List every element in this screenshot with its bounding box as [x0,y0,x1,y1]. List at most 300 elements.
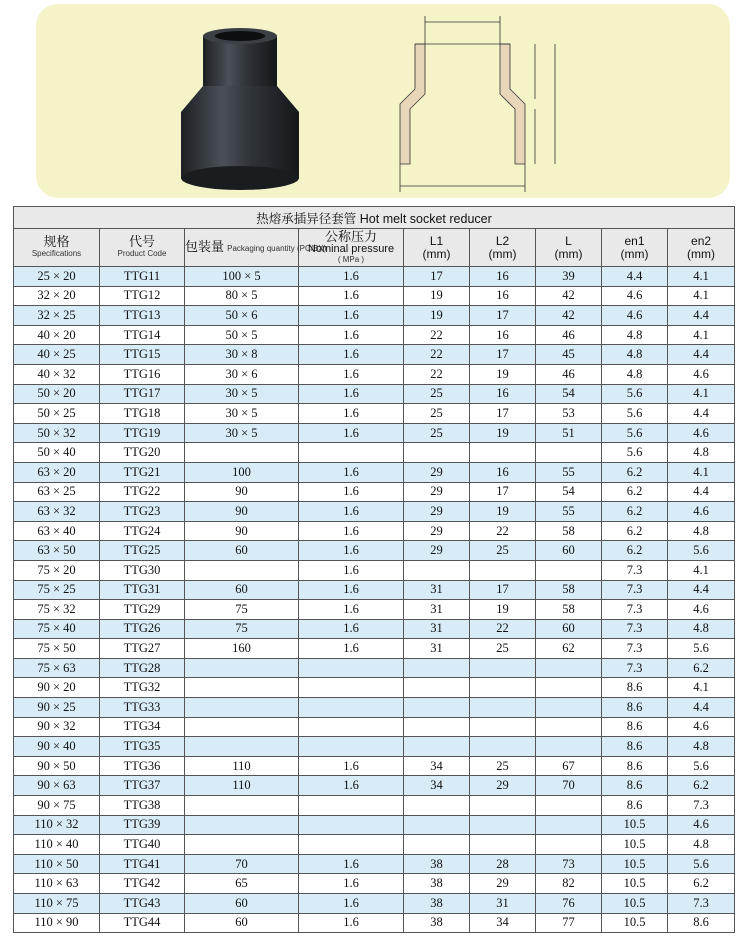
cell-l: 51 [536,423,602,443]
cell-en2: 4.6 [668,364,735,384]
cell-pressure: 1.6 [299,756,404,776]
cell-en1: 7.3 [602,658,668,678]
cell-l2: 17 [470,482,536,502]
cell-en2: 4.8 [668,835,735,855]
cell-l: 55 [536,502,602,522]
cell-l1: 31 [404,600,470,620]
cell-spec: 90 × 50 [14,756,100,776]
cell-l1: 17 [404,267,470,287]
cell-pressure [299,698,404,718]
cell-l2: 16 [470,286,536,306]
cell-l2: 25 [470,639,536,659]
cell-en1: 8.6 [602,678,668,698]
cell-spec: 90 × 40 [14,737,100,757]
cell-pressure: 1.6 [299,306,404,326]
cell-en1: 7.3 [602,560,668,580]
cell-l: 70 [536,776,602,796]
cell-en2: 4.1 [668,384,735,404]
cell-l2 [470,717,536,737]
cell-l1: 29 [404,502,470,522]
header-code-en: Product Code [117,249,167,259]
cell-en1: 8.6 [602,776,668,796]
cell-pack: 60 [185,913,299,933]
cell-l1: 29 [404,521,470,541]
cell-l2 [470,560,536,580]
cell-en2: 5.6 [668,639,735,659]
cell-l1: 22 [404,364,470,384]
cell-code: TTG40 [100,835,185,855]
cell-pressure: 1.6 [299,325,404,345]
table-row [14,560,735,580]
cell-l1 [404,835,470,855]
cell-l: 42 [536,306,602,326]
cell-l2: 28 [470,854,536,874]
reducer-section-drawing [385,14,565,199]
cell-pack: 50 × 5 [185,325,299,345]
cell-en2: 4.1 [668,267,735,287]
cell-l1 [404,698,470,718]
cell-l2: 16 [470,462,536,482]
cell-spec: 90 × 63 [14,776,100,796]
cell-l [536,835,602,855]
cell-l1: 22 [404,325,470,345]
cell-pressure: 1.6 [299,384,404,404]
cell-en1: 6.2 [602,462,668,482]
cell-pack: 50 × 6 [185,306,299,326]
cell-l2: 22 [470,619,536,639]
cell-pack: 30 × 8 [185,345,299,365]
cell-l1: 25 [404,404,470,424]
product-banner [36,4,730,198]
table-row [14,423,735,443]
table-row [14,541,735,561]
header-pressure-en: Nominal pressure [307,243,395,256]
cell-l1: 19 [404,306,470,326]
cell-pressure: 1.6 [299,267,404,287]
cell-l2: 19 [470,364,536,384]
header-pressure-unit: ( MPa ) [337,254,365,264]
table-row [14,306,735,326]
cell-code: TTG18 [100,404,185,424]
reducer-photo [175,28,305,198]
cell-spec: 110 × 40 [14,835,100,855]
cell-pressure: 1.6 [299,619,404,639]
cell-code: TTG19 [100,423,185,443]
header-en1-label: en1 [624,233,645,248]
cell-l: 62 [536,639,602,659]
cell-l1 [404,443,470,463]
cell-en2: 5.6 [668,541,735,561]
cell-spec: 110 × 90 [14,913,100,933]
cell-l2: 29 [470,776,536,796]
cell-code: TTG14 [100,325,185,345]
cell-pressure: 1.6 [299,423,404,443]
cell-l1: 19 [404,286,470,306]
header-en2-label: en2 [691,233,712,248]
cell-code: TTG34 [100,717,185,737]
table-row [14,678,735,698]
cell-en2: 4.1 [668,325,735,345]
cell-en1: 6.2 [602,521,668,541]
table-row [14,462,735,482]
cell-l2 [470,698,536,718]
table-row [14,521,735,541]
cell-spec: 50 × 25 [14,404,100,424]
cell-spec: 75 × 32 [14,600,100,620]
cell-en1: 8.6 [602,796,668,816]
cell-l2 [470,443,536,463]
cell-l: 67 [536,756,602,776]
cell-pressure: 1.6 [299,404,404,424]
cell-spec: 63 × 40 [14,521,100,541]
cell-spec: 90 × 20 [14,678,100,698]
cell-code: TTG25 [100,541,185,561]
cell-l [536,717,602,737]
cell-l2: 19 [470,502,536,522]
table-row [14,325,735,345]
cell-en1: 6.2 [602,502,668,522]
cell-code: TTG27 [100,639,185,659]
cell-code: TTG39 [100,815,185,835]
cell-l1 [404,678,470,698]
cell-pressure [299,678,404,698]
cell-code: TTG13 [100,306,185,326]
table-row [14,737,735,757]
cell-en2: 5.6 [668,756,735,776]
header-en1-unit: (mm) [620,246,649,261]
header-pressure-cn: 公称压力 [324,229,377,245]
cell-l1: 31 [404,619,470,639]
cell-pack: 90 [185,521,299,541]
cell-spec: 40 × 32 [14,364,100,384]
cell-l1 [404,737,470,757]
cell-l1: 31 [404,639,470,659]
table-body [14,267,735,933]
cell-en2: 4.6 [668,600,735,620]
cell-pressure: 1.6 [299,639,404,659]
cell-en1: 5.6 [602,443,668,463]
cell-l2: 29 [470,874,536,894]
header-code-cn: 代号 [128,235,155,251]
cell-spec: 32 × 25 [14,306,100,326]
cell-l1: 25 [404,384,470,404]
cell-l2 [470,737,536,757]
cell-code: TTG31 [100,580,185,600]
cell-en2: 4.1 [668,462,735,482]
table-row [14,619,735,639]
cell-l: 45 [536,345,602,365]
cell-spec: 63 × 25 [14,482,100,502]
cell-en2: 4.1 [668,560,735,580]
cell-l2 [470,658,536,678]
cell-en1: 4.4 [602,267,668,287]
cell-en1: 10.5 [602,894,668,914]
cell-pressure: 1.6 [299,600,404,620]
table-row [14,364,735,384]
cell-spec: 40 × 20 [14,325,100,345]
cell-en1: 7.3 [602,639,668,659]
cell-spec: 32 × 20 [14,286,100,306]
cell-pressure [299,737,404,757]
cell-l: 58 [536,521,602,541]
cell-l2: 31 [470,894,536,914]
cell-pack: 90 [185,502,299,522]
table-row [14,658,735,678]
cell-pack: 60 [185,580,299,600]
cell-code: TTG42 [100,874,185,894]
table-row [14,854,735,874]
cell-spec: 90 × 25 [14,698,100,718]
cell-pressure: 1.6 [299,776,404,796]
cell-l: 55 [536,462,602,482]
cell-pack [185,737,299,757]
cell-l2: 17 [470,580,536,600]
cell-pack [185,560,299,580]
header-l-label: L [565,233,572,248]
cell-l: 46 [536,325,602,345]
cell-en2: 4.6 [668,815,735,835]
table-row [14,698,735,718]
cell-l: 54 [536,482,602,502]
table-row [14,482,735,502]
cell-code: TTG15 [100,345,185,365]
cell-spec: 75 × 63 [14,658,100,678]
cell-l2: 16 [470,325,536,345]
cell-code: TTG16 [100,364,185,384]
cell-l2: 25 [470,756,536,776]
cell-l1: 38 [404,894,470,914]
table-row [14,874,735,894]
cell-l1: 25 [404,423,470,443]
cell-l: 42 [536,286,602,306]
cell-l1: 29 [404,482,470,502]
cell-spec: 110 × 32 [14,815,100,835]
cell-pack: 75 [185,600,299,620]
cell-pressure [299,835,404,855]
table-row [14,756,735,776]
cell-pack: 60 [185,541,299,561]
header-pack [185,229,327,267]
cell-l: 76 [536,894,602,914]
cell-pack: 90 [185,482,299,502]
header-l-unit: (mm) [554,246,583,261]
cell-spec: 75 × 20 [14,560,100,580]
cell-en1: 4.6 [602,306,668,326]
cell-l1 [404,717,470,737]
cell-code: TTG32 [100,678,185,698]
cell-l2 [470,796,536,816]
cell-l: 58 [536,600,602,620]
cell-l: 58 [536,580,602,600]
table-row [14,913,735,933]
cell-en1: 10.5 [602,815,668,835]
cell-pressure: 1.6 [299,541,404,561]
cell-l [536,658,602,678]
cell-pressure: 1.6 [299,580,404,600]
cell-l1 [404,815,470,835]
cell-pressure [299,815,404,835]
cell-spec: 75 × 50 [14,639,100,659]
cell-code: TTG11 [100,267,185,287]
table-title: 热熔承插异径套管 Hot melt socket reducer [14,207,735,229]
cell-code: TTG38 [100,796,185,816]
cell-code: TTG30 [100,560,185,580]
cell-pack: 60 [185,894,299,914]
cell-en2: 4.8 [668,737,735,757]
cell-en1: 8.6 [602,698,668,718]
cell-l2: 19 [470,423,536,443]
table-row [14,835,735,855]
cell-l2: 25 [470,541,536,561]
cell-l1: 38 [404,854,470,874]
cell-en2: 4.8 [668,521,735,541]
header-pack-cn: 包装量 [185,239,225,255]
cell-pack: 65 [185,874,299,894]
cell-en1: 4.6 [602,286,668,306]
cell-l1: 34 [404,756,470,776]
cell-l [536,443,602,463]
cell-en2: 4.6 [668,717,735,737]
header-l2 [470,229,536,267]
cell-l [536,737,602,757]
cell-code: TTG29 [100,600,185,620]
cell-code: TTG23 [100,502,185,522]
cell-en2: 4.1 [668,286,735,306]
cell-spec: 75 × 40 [14,619,100,639]
spec-table [13,206,735,933]
cell-code: TTG37 [100,776,185,796]
cell-pack: 30 × 5 [185,384,299,404]
cell-pack: 30 × 5 [185,404,299,424]
cell-l [536,796,602,816]
header-l2-unit: (mm) [488,246,517,261]
cell-en1: 7.3 [602,600,668,620]
cell-en2: 6.2 [668,874,735,894]
table-row [14,345,735,365]
table-row [14,639,735,659]
cell-en2: 6.2 [668,776,735,796]
cell-l1: 29 [404,541,470,561]
cell-code: TTG41 [100,854,185,874]
table-row [14,404,735,424]
cell-code: TTG17 [100,384,185,404]
table-row [14,776,735,796]
cell-en1: 6.2 [602,482,668,502]
cell-l1: 22 [404,345,470,365]
cell-spec: 75 × 25 [14,580,100,600]
cell-spec: 90 × 32 [14,717,100,737]
cell-en2: 7.3 [668,796,735,816]
cell-pressure [299,658,404,678]
cell-en2: 4.4 [668,345,735,365]
header-l2-label: L2 [495,233,510,248]
cell-l2: 17 [470,404,536,424]
cell-spec: 50 × 32 [14,423,100,443]
cell-en1: 6.2 [602,541,668,561]
cell-en2: 4.4 [668,404,735,424]
table-row [14,717,735,737]
cell-l: 53 [536,404,602,424]
cell-l1 [404,560,470,580]
cell-spec: 63 × 20 [14,462,100,482]
cell-en1: 4.8 [602,364,668,384]
cell-pressure: 1.6 [299,894,404,914]
cell-pack: 160 [185,639,299,659]
cell-code: TTG43 [100,894,185,914]
cell-l1 [404,796,470,816]
header-spec-en: Specifications [31,249,82,259]
cell-en1: 10.5 [602,874,668,894]
cell-pressure: 1.6 [299,521,404,541]
cell-pack: 75 [185,619,299,639]
header-l1-label: L1 [429,233,444,248]
cell-en2: 6.2 [668,658,735,678]
cell-en2: 4.6 [668,423,735,443]
table-row [14,267,735,287]
cell-en1: 8.6 [602,737,668,757]
cell-code: TTG28 [100,658,185,678]
cell-en1: 7.3 [602,580,668,600]
cell-l1: 31 [404,580,470,600]
table-row [14,815,735,835]
cell-en1: 10.5 [602,913,668,933]
header-code [100,229,185,267]
cell-l1 [404,658,470,678]
cell-pressure: 1.6 [299,913,404,933]
cell-en1: 8.6 [602,717,668,737]
cell-en2: 4.6 [668,502,735,522]
cell-code: TTG20 [100,443,185,463]
cell-pressure [299,443,404,463]
cell-en1: 8.6 [602,756,668,776]
cell-en2: 4.4 [668,580,735,600]
cell-en2: 4.4 [668,306,735,326]
cell-pack [185,443,299,463]
cell-spec: 110 × 50 [14,854,100,874]
table-row [14,384,735,404]
cell-l2: 16 [470,267,536,287]
cell-l: 39 [536,267,602,287]
cell-l [536,560,602,580]
cell-en1: 5.6 [602,384,668,404]
cell-pack [185,815,299,835]
cell-l2 [470,835,536,855]
cell-spec: 63 × 32 [14,502,100,522]
cell-pack: 70 [185,854,299,874]
cell-l2: 22 [470,521,536,541]
cell-spec: 110 × 75 [14,894,100,914]
cell-pressure: 1.6 [299,462,404,482]
cell-en1: 5.6 [602,404,668,424]
cell-pack: 30 × 5 [185,423,299,443]
cell-en1: 7.3 [602,619,668,639]
header-en2-unit: (mm) [687,246,716,261]
cell-l2: 16 [470,384,536,404]
cell-pressure: 1.6 [299,874,404,894]
cell-pack [185,678,299,698]
cell-l2: 34 [470,913,536,933]
cell-spec: 40 × 25 [14,345,100,365]
cell-pack: 110 [185,756,299,776]
cell-l2 [470,815,536,835]
cell-pressure: 1.6 [299,482,404,502]
cell-pack [185,796,299,816]
cell-en2: 4.8 [668,619,735,639]
cell-code: TTG35 [100,737,185,757]
cell-pack [185,698,299,718]
header-spec-cn: 规格 [43,235,70,251]
header-l1 [404,229,470,267]
